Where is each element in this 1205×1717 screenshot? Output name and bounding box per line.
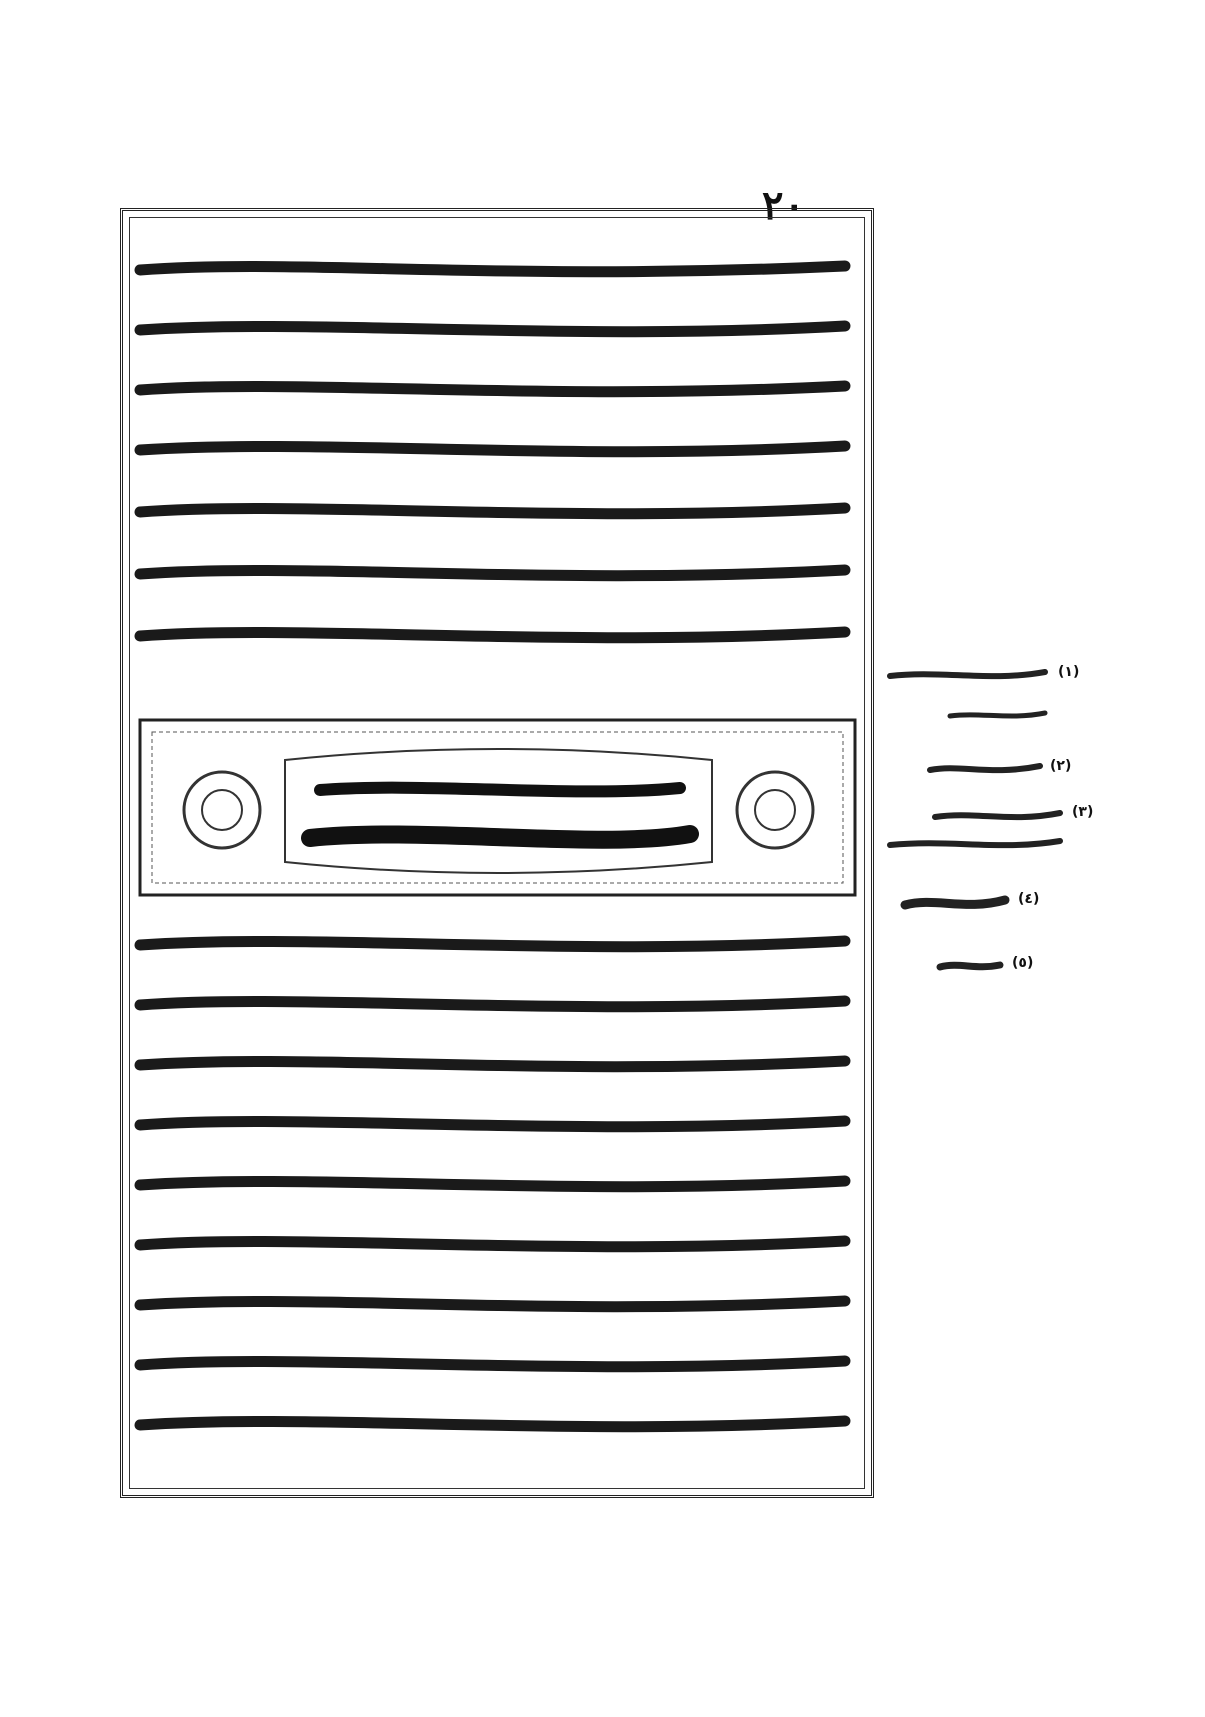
text-line <box>140 326 845 332</box>
text-line <box>140 1061 845 1067</box>
footnote-marker-5: (٥) <box>1012 955 1034 971</box>
text-line <box>140 570 845 576</box>
title-calligraphy <box>310 834 690 840</box>
footnote-marker-3: (٣) <box>1072 804 1094 820</box>
text-line <box>140 1121 845 1127</box>
text-line <box>140 1181 845 1187</box>
text-line <box>140 386 845 392</box>
text-line <box>140 1301 845 1307</box>
upper-text-block <box>140 266 845 638</box>
footnote-marker-2: (٢) <box>1050 758 1072 774</box>
text-line <box>140 446 845 452</box>
footnote-marker-4: (٤) <box>1018 891 1040 907</box>
text-line <box>140 1421 845 1427</box>
title-calligraphy <box>320 788 680 792</box>
text-line <box>140 1241 845 1247</box>
page-number: ٢٠ <box>762 182 805 229</box>
title-ornament-band <box>140 720 855 895</box>
text-line <box>140 508 845 514</box>
margin-note-script <box>890 672 1060 967</box>
text-line <box>140 941 845 947</box>
text-line <box>140 266 845 272</box>
text-line <box>140 1361 845 1367</box>
footnote-marker-1: (١) <box>1058 664 1080 680</box>
ornament-rosette <box>737 772 813 848</box>
text-line <box>140 632 845 638</box>
lower-text-block <box>140 941 845 1427</box>
text-line <box>140 1001 845 1007</box>
ornament-rosette <box>184 772 260 848</box>
